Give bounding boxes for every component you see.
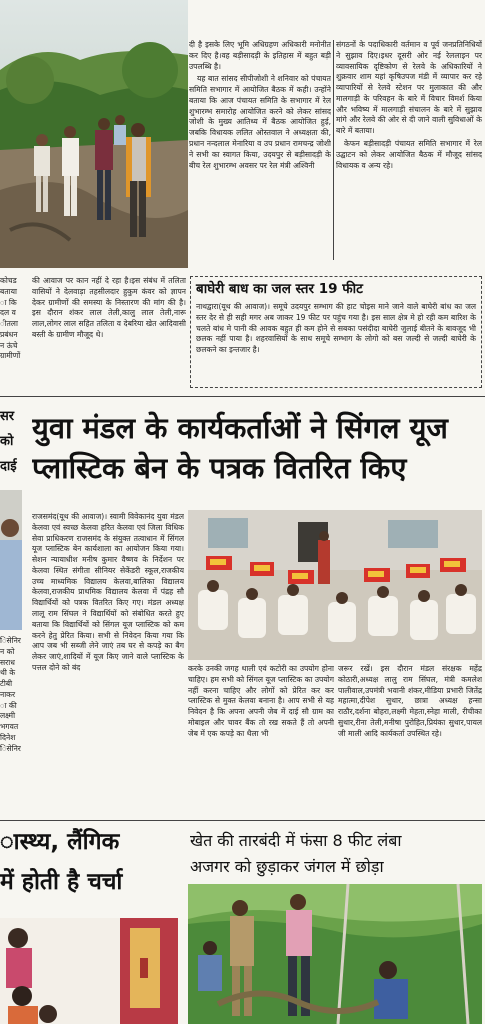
- left-edge-head-line: दाई: [0, 459, 17, 474]
- left-edge-column: [0, 276, 26, 386]
- bagheri-headline: बाघेरी बाध का जल स्तर 19 फीट: [196, 281, 363, 297]
- python-headline-line1: खेत की तारबंदी में फंसा 8 फीट लंबा: [190, 831, 402, 850]
- left-edge-photo: [0, 490, 22, 630]
- left-edge-column-2: [0, 636, 24, 814]
- left-edge-line: सराध: [0, 657, 15, 667]
- classroom-photo: [188, 510, 482, 660]
- main-headline-line1: युवा मंडल के कार्यकर्ताओं ने सिंगल यूज: [32, 411, 448, 445]
- left-edge-line: न ऊंचे: [0, 340, 18, 350]
- rail-article-col2: [336, 40, 482, 260]
- left-edge-head-line: सर: [0, 409, 15, 424]
- left-edge-line: बताया: [0, 286, 18, 296]
- main-headline: [32, 408, 484, 494]
- left-edge-head-line: को: [0, 434, 14, 449]
- health-headline: [0, 822, 184, 914]
- women-group-photo: [0, 918, 178, 1024]
- main-headline-line2: प्लास्टिक बेन के पत्रक वितरित किए: [32, 451, 407, 485]
- yuva-article-text-3: जरूर रखें। इस दौरान मंडल संरक्षक महेंद्र कोठारी,अध्यक्ष लालु राम सिंघल, मंत्री कमलेश पालीवाल,उपमंत्री भवानी शंकर,मीडिया प्रभारी जितेंद्र महात्मा,दीपेश सुथार, छात्रा अध्यक्ष हन्सा राठौर,दर्शना बोहरा,लक्ष्मी मेहता,स्नेहा माली, रीचीका सुथार,रीना तेली,मनीषा पुरोहित,प्रियंका सुथार,पायल जी माली आदि कार्यकर्ता उपस्थित रहे।: [338, 664, 482, 738]
- person-photo: [0, 490, 22, 630]
- bagheri-box: [190, 276, 482, 388]
- yuva-article-col2: [188, 664, 334, 816]
- left-edge-line: प्रबंधन: [0, 329, 18, 339]
- left-edge-line: दल व: [0, 308, 16, 318]
- villagers-on-muddy-road-photo: [0, 0, 188, 268]
- section-divider-bottom: [0, 820, 485, 821]
- left-edge-line: लक्ष्मी: [0, 711, 16, 721]
- left-edge-line: ीतला: [0, 319, 18, 329]
- health-headline-line2: में होती है चर्चा: [0, 869, 123, 895]
- left-edge-line: ा कि: [0, 297, 17, 307]
- rail-article-para3: संगठनों के पदाधिकारी वर्तमान व पूर्व जनप्रतिनिधियों ने सुझाव दिए।इधर दूसरी ओर नई रेललाइन पर व्यावसायिक दृष्टिकोण से रेलवे के अधिकारियों ने शुक्रवार शाम यहां कृषिउपज मंडी में व्यापार कर रहे व्यापारियों से रेलवे स्टेशन पर मुलाकात की और मालगाड़ी के परिवहन के बारे में विचार विमर्श किया और भविष्य में मालगाड़ी संचालन के बारे में सुझाव मांगे और रेलवे की ओर से दी जाने वाली सुविधाओं के बारे में बताया।: [336, 40, 482, 136]
- yuva-article-text-2: करके उनकी जगह थाली एवं कटोरी का उपयोग होना चाहिए। हम सभी को सिंगल यूज प्लास्टिक का उपयोग नहीं करना चाहिए और लोगों को प्रेरित कर कर प्लास्टिक से मुक्त केलवा बनाना है। आप सभी से यह निवेदन है कि अपना अपनी जेब में दाई सौ ग्राम का मोबाइल और चावर बैंक तो रख सकते हैं तो अपनी जेब में एक कपड़े का थैला भी: [188, 664, 334, 738]
- left-edge-line: नाकर: [0, 689, 16, 699]
- python-headline: [190, 828, 482, 880]
- students-with-pamphlets-photo: [188, 510, 482, 660]
- left-edge-line: िसेनिर: [0, 636, 21, 645]
- section-divider: [0, 396, 485, 397]
- left-edge-line: कोचड: [0, 276, 17, 285]
- rail-article-para4: केफन बड़ीसादड़ी पंचायत समिति सभागार में रेल उद्घाटन को लेकर आयोजित बैठक में मौजूद सांसद विधायक व अन्य रहे।: [336, 139, 482, 170]
- left-edge-line: ा की: [0, 700, 17, 710]
- bagheri-body: नाथद्वारा(यूथ की आवाज)। समूचे उदयपुर सम्भाग की हाट चोइस माने जाने वाले बाघेरी बांध का जल स्तर देर से ही सही मगर अब जाकर 19 फीट पर पहुंच गया है। इस साल क्षेत्र मे हो रही कम बारिश के चलते बांध मे पानी की आवक बहुत ही कम होने से सबका पसंदीदा बाघेरी जुलाई बीतने के बावजूद भी छलक नहीं पाया है। शहरवासियों के साथ समूचे सम्भाग के लोगो को बस जल्दी से जल्दी बाघेरी के छलकने का इन्तजार है।: [196, 302, 476, 355]
- left-edge-line: थी के: [0, 668, 16, 678]
- health-headline-line1: ास्थ्य, लैंगिक: [0, 829, 120, 855]
- yuva-article-text: राजसमंद(यूथ की आवाज)। स्वामी विवेकानंद युवा मंडल केलवा एवं स्वच्छ केलवा हरित केलवा एवं जिला विधिक सेवा प्राधिकरण राजसमंद के संयुक्त तत्वाधान में सिंगल यूज प्लास्टिक बेन कार्यशाला का आयोजन किया गया। सेशन न्यायाधीश मनीष कुमार वैष्णव के निर्देशन पर केलवा स्थित संगीता सीनियर सेकेंडरी स्कूल,राजकीय उच्च माध्यमिक विद्यालय केलवा,बालिका विद्यालय केलवा,राजकीय प्राथमिक विद्यालय केलवा में पंद्रह सौ विद्यार्थियों को पत्रक वितरित किए गए। मंडल अध्यक्ष लालू राम सिंघल ने विद्यार्थियों को संबोधित करते हुए बताया कि विद्यार्थियों को सिंगल यूज प्लास्टिक को कम करने हेतु प्रेरित किया। सभी से निवेदन किया गया कि आप जब भी सब्जी लेने जाएं तब घर से कपड़े का बैग लेकर जाएं,शादियों में यूज किए जाने वाले प्लास्टिक के पत्तल दोने को बंद: [32, 512, 184, 672]
- top-left-photo: [0, 0, 188, 268]
- rail-article-para1: दी है इसके लिए भूमि अधिग्रहण अधिकारी मनोनीत कर दिए है।वह बड़ीसादड़ी के इतिहास में बहुत बड़ी उपलब्धि है।: [189, 40, 331, 71]
- left-edge-headline: [0, 404, 26, 484]
- health-photo: [0, 918, 178, 1024]
- rail-article-para2: यह बात सांसद सीपीजोशी ने शनिवार को पंचायत समिति सभागार में आयोजित बैठक में कही। उन्होंने बताया कि आज पंचायत समिति के सभागार में रेल शुभारम्भ समारोह आयोजित करने को लेकर सांसद जोशी के मुख्य आतिथ्य में बैठक आयोजित हुई, जबकि विधायक ललित ओस्तवाल ने अध्यक्षता की, प्रधान नन्दलाल मेनारिया व उप प्रधान रामचन्द्र जोशी ने सभी का स्वागत किया, उदयपुर से बड़ीसादड़ी के बीच रेल शुभारम्भ अवसर पर रेल मंत्री अश्विनी: [189, 74, 331, 170]
- yuva-article-col1: [32, 512, 184, 816]
- left-edge-line: ग्रामीणों: [0, 351, 21, 361]
- column-divider: [333, 40, 334, 260]
- rail-article-col1: [189, 40, 331, 260]
- left-edge-line: टीबी: [0, 679, 13, 689]
- forest-officials-with-python-photo: [188, 884, 482, 1024]
- talita-article: [32, 276, 186, 386]
- talita-article-text: की आवाज पर कान नहीं दे रहा है।इस संबंध में तलिता वासियों ने देलवाड़ा तहसीलदार हुकुम कंवर को ज्ञापन देकर ग्रामीणों की समस्या के निस्तारण की मांग की है। इस दौरान शंकर लाल तेली,कालु लाल तेली,नारू लाल,लोगर लाल सहित तलिता व देबरिया खेत आदिवासी बस्ती के ग्रामीण मौजूद थे।: [32, 276, 186, 339]
- yuva-article-col3: [338, 664, 482, 816]
- left-edge-line: न को: [0, 646, 15, 656]
- left-edge-line: दिनेश: [0, 733, 16, 743]
- python-photo: [188, 884, 482, 1024]
- python-headline-line2: अजगर को छुड़ाकर जंगल में छोड़ा: [190, 857, 384, 876]
- left-edge-line: िसेनिर: [0, 743, 21, 753]
- left-edge-line: भगवत: [0, 722, 19, 732]
